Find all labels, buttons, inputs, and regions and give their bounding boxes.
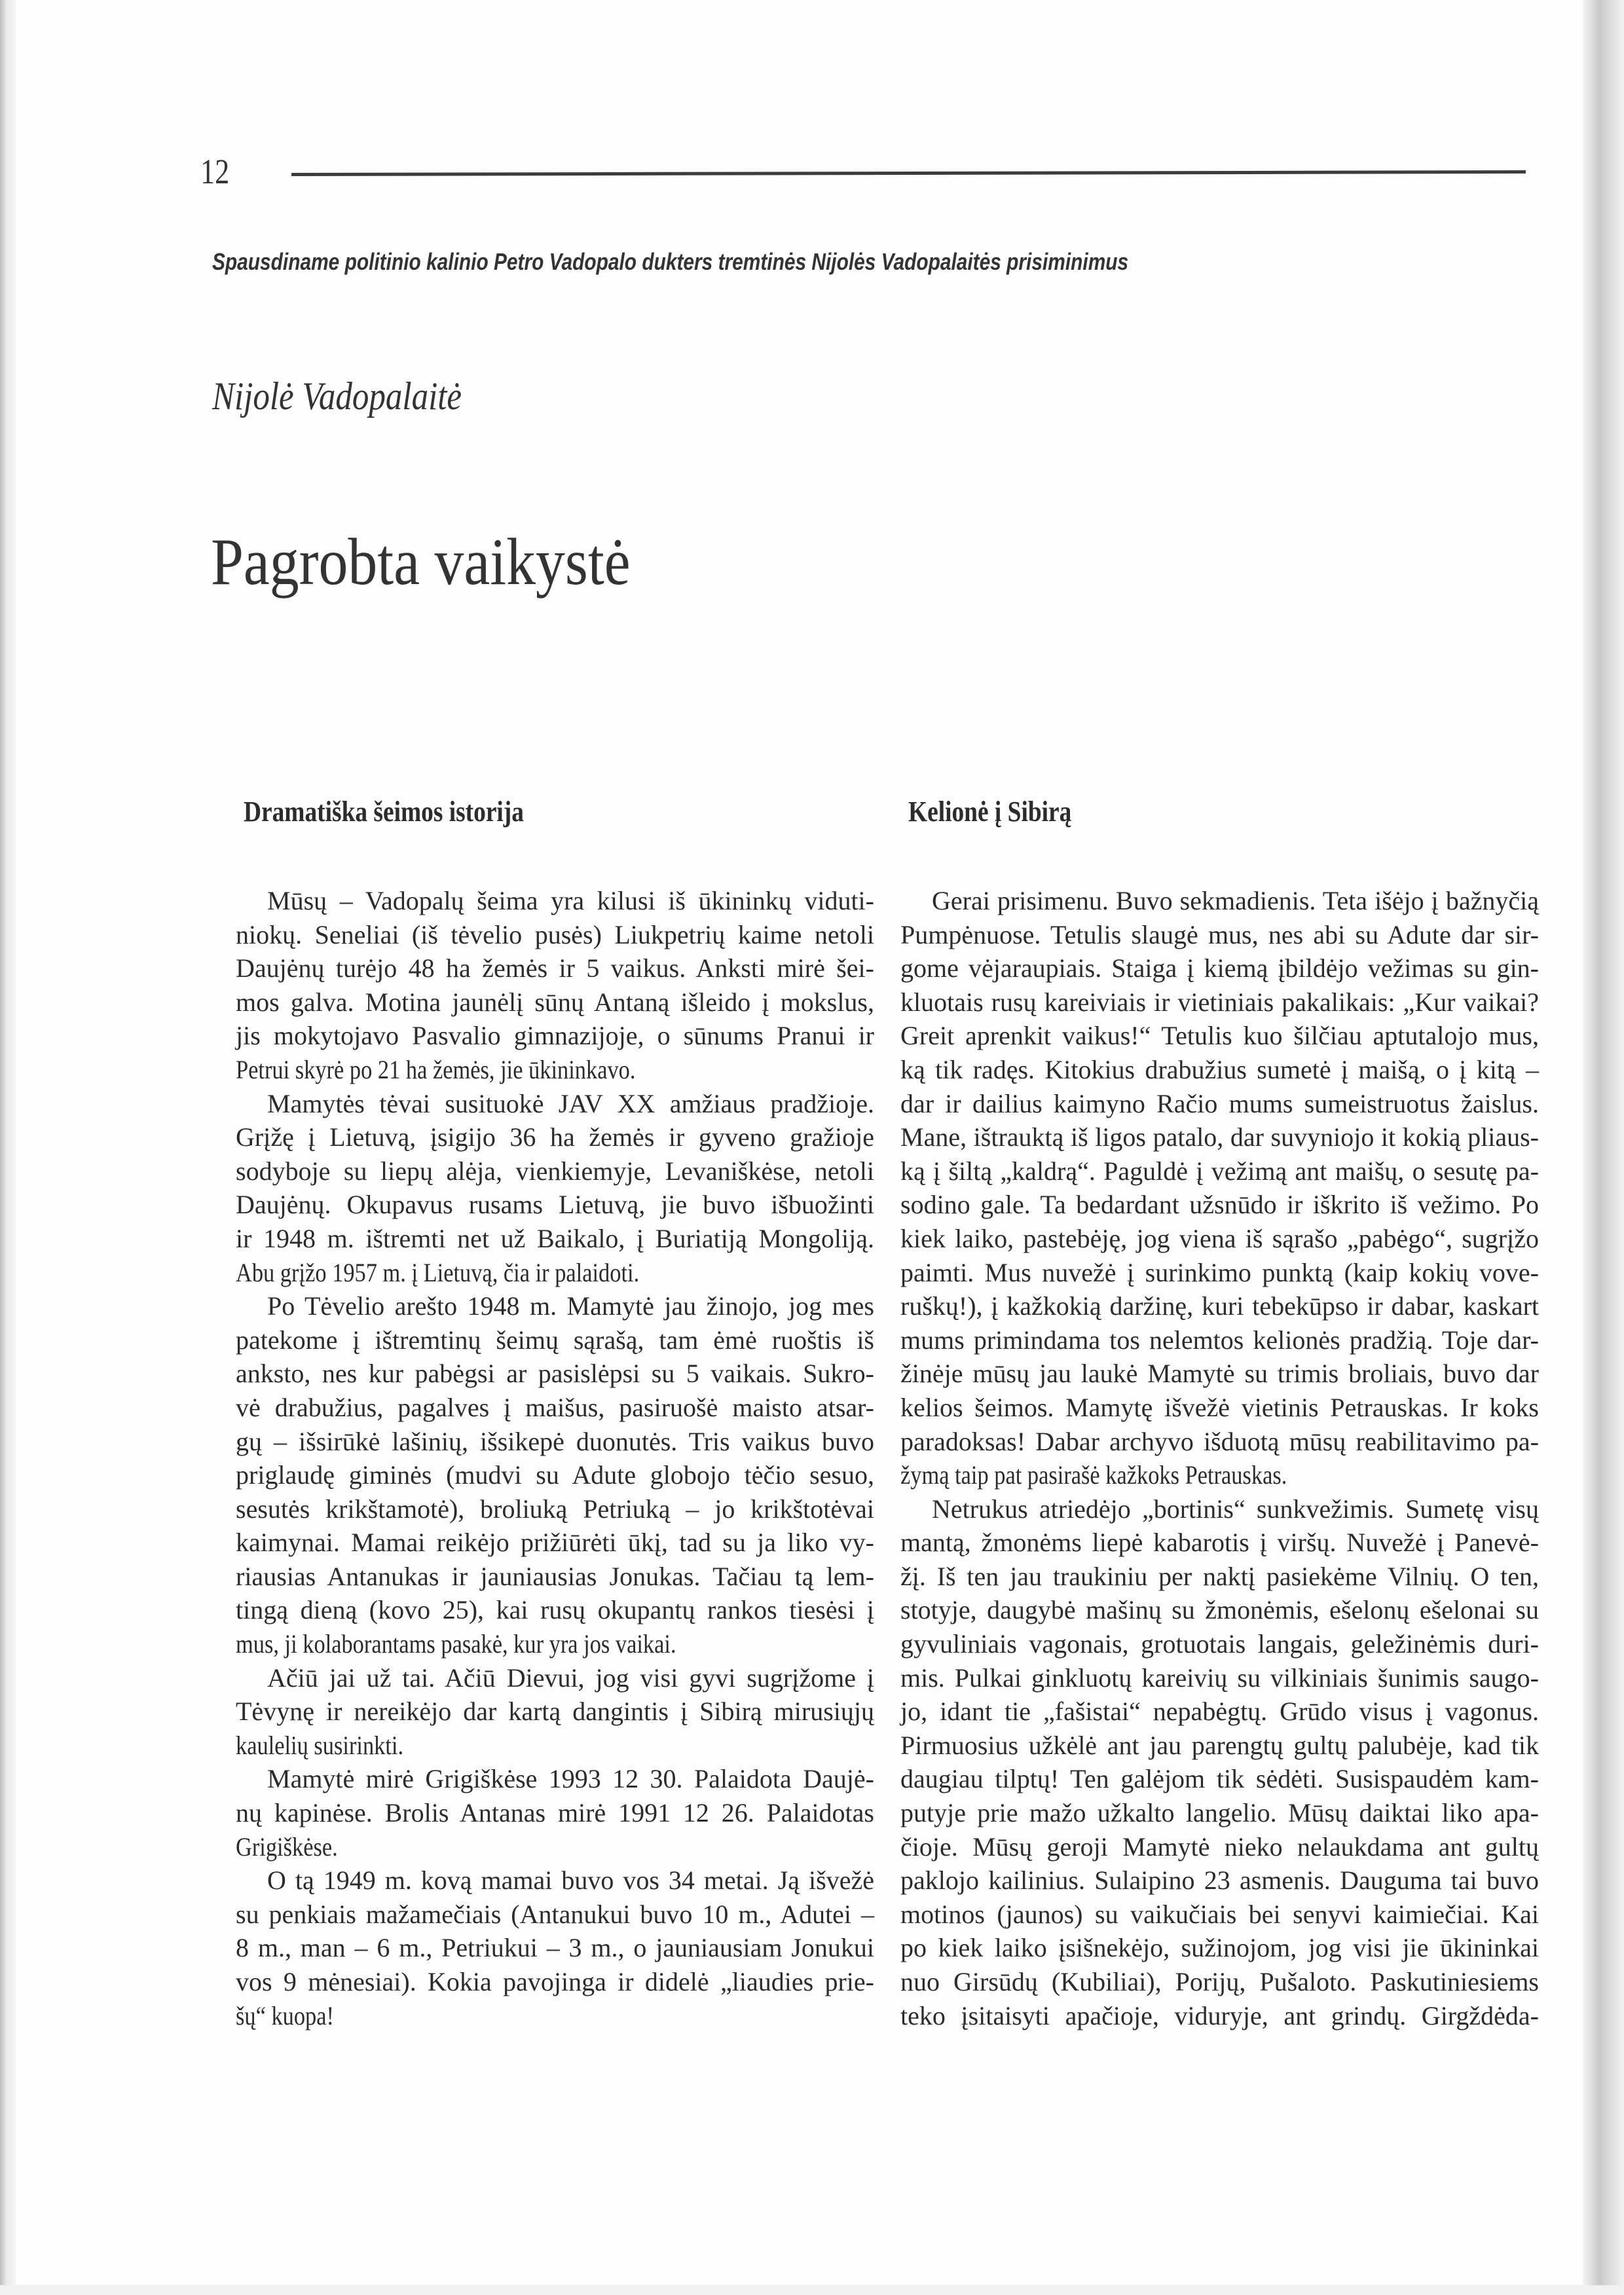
text-line: O tą 1949 m. kovą mamai buvo vos 34 metai. Ją išvežė — [267, 1865, 874, 1896]
lead-text: Spausdiname politinio kalinio Petro Vadopalo dukters tremtinės Nijolės Vadopalaitės prisiminimus — [212, 248, 1129, 275]
text-line: po kiek laiko įsišnekėjo, sužinojom, jog visi jie ūkininkai — [900, 1933, 1539, 1963]
text-line: jis mokytojavo Pasvalio gimnazijoje, o sūnums Pranui ir — [236, 1021, 874, 1051]
text-line: žymą taip pat pasirašė kažkoks Petrauskas. — [900, 1460, 1287, 1490]
text-line: mums primindama tos nelemtos kelionės pradžią. Toje dar- — [900, 1325, 1539, 1355]
text-line: gų – išsirūkė lašinių, išsikepė duonutės. Tris vaikus buvo — [236, 1426, 874, 1456]
text-line: sesutės krikštamotė), broliuką Petriuką – jo krikštotėvai — [236, 1494, 874, 1524]
text-line: paklojo kailinius. Sulaipino 23 asmenis. Dauguma tai buvo — [900, 1865, 1539, 1896]
text-line: jo, idant tie „fašistai“ nepabėgtų. Grūdo visus į vagonus. — [900, 1697, 1539, 1727]
header-rule — [291, 170, 1526, 176]
text-line: gome vėjaraupiais. Staiga į kiemą įbildėjo vežimas su gin- — [900, 953, 1539, 983]
text-line: Grigiškėse. — [236, 1831, 338, 1862]
text-line: su penkiais mažamečiais (Antanukui buvo 10 m., Adutei – — [236, 1899, 874, 1929]
text-line: Abu grįžo 1957 m. į Lietuvą, čia ir palaidoti. — [236, 1257, 640, 1287]
text-line: Pumpėnuose. Tetulis slaugė mus, nes abi su Adute dar sir- — [900, 919, 1539, 949]
text-line: kiek laiko, pastebėję, jog viena iš sąrašo „pabėgo“, sugrįžo — [900, 1223, 1539, 1253]
text-line: mis. Pulkai ginkluotų kareivių su vilkiniais šunimis saugo- — [900, 1662, 1539, 1693]
text-line: patekome į ištremtinų šeimų sąrašą, tam ėmė ruoštis iš — [236, 1325, 874, 1355]
text-line: mus, ji kolaborantams pasakė, kur yra jos vaikai. — [236, 1629, 676, 1659]
scan-edge-bottom — [0, 2285, 1624, 2295]
text-line: kluotais rusų kareiviais ir vietiniais pakalikais: „Kur vaikai? — [900, 987, 1539, 1017]
text-line: čioje. Mūsų geroji Mamytė nieko nelaukdama ant gultų — [900, 1831, 1539, 1862]
text-line: Po Tėvelio arešto 1948 m. Mamytė jau žinojo, jog mes — [267, 1291, 874, 1321]
text-line: 8 m., man – 6 m., Petriukui – 3 m., o jauniausiam Jonukui — [236, 1933, 874, 1963]
text-line: putyje prie mažo užkalto langelio. Mūsų daiktai liko apa- — [900, 1798, 1539, 1828]
column-right — [900, 792, 1539, 2032]
page-number: 12 — [200, 152, 230, 191]
text-line: Pirmuosius užkėlė ant jau parengtų gultų palubėje, kad tik — [900, 1730, 1539, 1760]
text-line: Gerai prisimenu. Buvo sekmadienis. Teta išėjo į bažnyčią — [932, 886, 1539, 915]
text-line: Tėvynę ir nereikėjo dar kartą dangintis į Sibirą mirusiųjų — [236, 1697, 874, 1727]
text-line: ruškų!), į kažkokią daržinę, kuri tebekūpso ir dabar, kaskart — [900, 1291, 1539, 1321]
text-line: riausias Antanukas ir jauniausias Jonukas. Tačiau tą lem- — [236, 1561, 874, 1591]
text-line: priglaudę giminės (mudvi su Adute globojo tėčio sesuo, — [236, 1460, 874, 1490]
text-line: nų kapinėse. Brolis Antanas mirė 1991 12 26. Palaidotas — [236, 1798, 874, 1828]
text-line: teko įsitaisyti apačioje, viduryje, ant grindų. Girgždėda- — [900, 2000, 1539, 2030]
text-line: nuo Girsūdų (Kubiliai), Porijų, Pušaloto. Paskutiniesiems — [900, 1967, 1539, 1996]
text-line: Mūsų – Vadopalų šeima yra kilusi iš ūkininkų viduti- — [267, 886, 874, 915]
scan-edge-right — [1583, 0, 1624, 2295]
text-line: Petrui skyrė po 21 ha žemės, jie ūkininkavo. — [236, 1054, 636, 1084]
text-line: ką į šiltą „kaldrą“. Paguldė į vežimą ant maišų, o sesutę pa- — [900, 1156, 1539, 1186]
text-line: motinos (jaunos) su vaikučiais bei senyvi kaimiečiai. Kai — [900, 1899, 1539, 1929]
text-line: mos galva. Motina jaunėlį sūnų Antaną išleido į mokslus, — [236, 987, 874, 1017]
text-line: gyvuliniais vagonais, grotuotais langais, geležinėmis duri- — [900, 1629, 1539, 1659]
text-line: Mamytės tėvai susituokė JAV XX amžiaus pradžioje. — [267, 1088, 874, 1118]
text-line: Daujėnų. Okupavus rusams Lietuvą, jie buvo išbuožinti — [236, 1190, 874, 1220]
text-line: anksto, nes kur pabėgsi ar pasislėpsi su 5 vaikais. Sukro- — [236, 1359, 874, 1389]
text-line: tingą dieną (kovo 25), kai rusų okupantų rankos tiesėsi į — [236, 1595, 874, 1625]
article-title: Pagrobta vaikystė — [211, 525, 631, 599]
text-line: Mamytė mirė Grigiškėse 1993 12 30. Palaidota Daujė- — [267, 1764, 874, 1794]
text-line: kaulelių susirinkti. — [236, 1730, 404, 1760]
text-line: niokų. Seneliai (iš tėvelio pusės) Liukpetrių kaime netoli — [236, 919, 874, 949]
text-line: Mane, ištrauktą iš ligos patalo, dar suvyniojo it kokią pliaus- — [900, 1122, 1539, 1152]
text-line: ką tik radęs. Kitokius drabužius sumetė į maišą, o į kitą – — [900, 1054, 1539, 1084]
text-line: sodyboje su liepų alėja, vienkiemyje, Levaniškėse, netoli — [236, 1156, 874, 1186]
text-line: daugiau tilptų! Ten galėjom tik sėdėti. Susispaudėm kam- — [900, 1764, 1539, 1794]
text-line: paradoksas! Dabar archyvo išduotą mūsų reabilitavimo pa- — [900, 1426, 1539, 1456]
text-line: mantą, žmonėms liepė kabarotis į viršų. Nuvežė į Panevė- — [900, 1528, 1539, 1558]
column-body — [900, 884, 1539, 2032]
text-line: Ačiū jai už tai. Ačiū Dievui, jog visi gyvi sugrįžome į — [267, 1662, 874, 1693]
text-line: dar ir dailius kaimyno Račio mums sumeistruotus žaislus. — [900, 1088, 1539, 1118]
column-body — [236, 884, 874, 2032]
section-heading: Kelionė į Sibirą — [908, 796, 1072, 828]
text-line: šų“ kuopa! — [236, 2000, 334, 2030]
column-left — [236, 792, 874, 2032]
text-line: kaimynai. Mamai reikėjo prižiūrėti ūkį, tad su ja liko vy- — [236, 1528, 874, 1558]
text-line: Grįžę į Lietuvą, įsigijo 36 ha žemės ir gyveno gražioje — [236, 1122, 874, 1152]
text-line: sodino gale. Ta bedardant užsnūdo ir iškrito iš vežimo. Po — [900, 1190, 1539, 1220]
section-heading: Dramatiška šeimos istorija — [244, 796, 524, 828]
scan-edge-left — [0, 0, 16, 2295]
text-line: paimti. Mus nuvežė į surinkimo punktą (kaip kokių vove- — [900, 1257, 1539, 1287]
text-line: ir 1948 m. ištremti net už Baikalo, į Buriatiją Mongoliją. — [236, 1223, 874, 1253]
text-line: Netrukus atriedėjo „bortinis“ sunkvežimis. Sumetę visų — [932, 1494, 1539, 1524]
author-name: Nijolė Vadopalaitė — [212, 375, 462, 418]
text-line: žį. Iš ten jau traukiniu per naktį pasiekėme Vilnių. O ten, — [900, 1561, 1539, 1591]
text-line: Daujėnų turėjo 48 ha žemės ir 5 vaikus. Anksti mirė šei- — [236, 953, 874, 983]
text-line: kelios šeimos. Mamytę išvežė vietinis Petrauskas. Ir koks — [900, 1392, 1539, 1422]
text-line: vos 9 mėnesiai). Kokia pavojinga ir didelė „liaudies prie- — [236, 1967, 874, 1996]
text-line: vė drabužius, pagalves į maišus, pasiruošė maisto atsar- — [236, 1392, 874, 1422]
text-line: Greit aprenkit vaikus!“ Tetulis kuo šilčiau aptutalojo mus, — [900, 1021, 1539, 1051]
text-line: žinėje mūsų jau laukė Mamytė su trimis broliais, buvo dar — [900, 1359, 1539, 1389]
text-line: stotyje, daugybė mašinų su žmonėmis, ešelonų ešelonai su — [900, 1595, 1539, 1625]
